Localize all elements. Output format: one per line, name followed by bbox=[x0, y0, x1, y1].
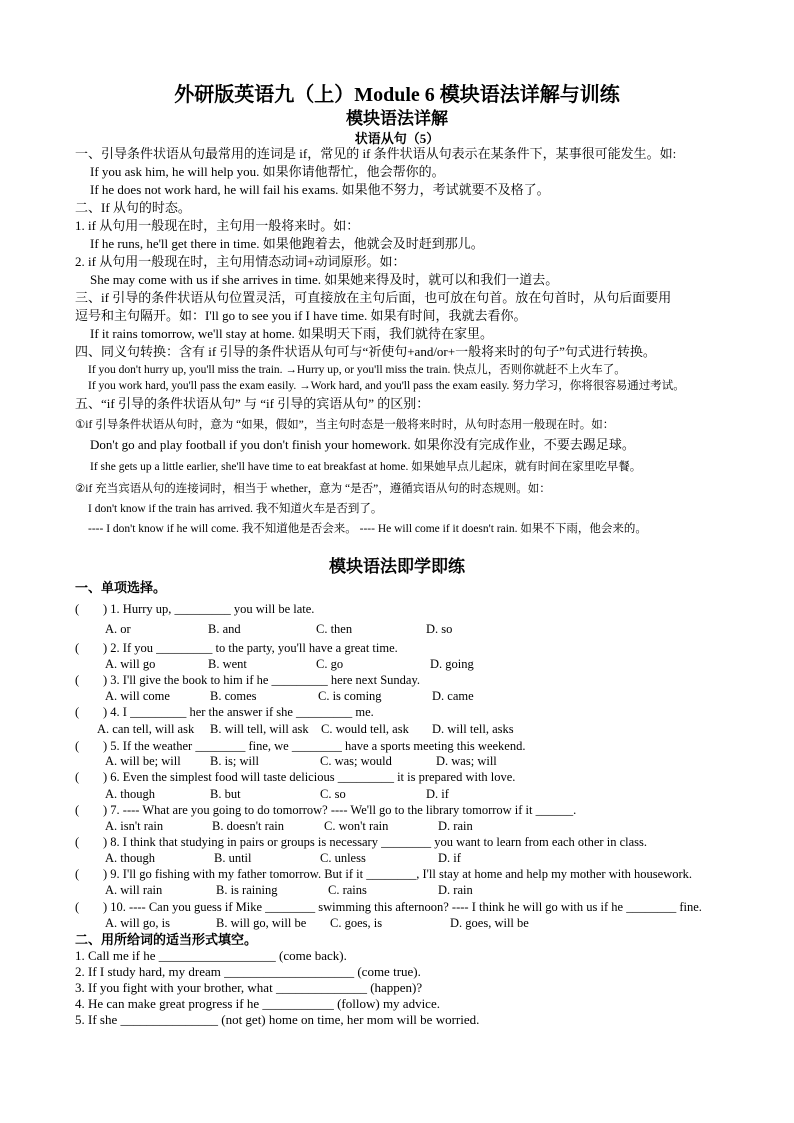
question-4: ( ) 4. I _________ her the answer if she _________ me. bbox=[75, 705, 374, 719]
grammar-example: If it rains tomorrow, we'll stay at home. 如果明天下雨，我们就待在家里。 bbox=[90, 326, 494, 341]
option-d: D. so bbox=[426, 622, 453, 636]
question-1: ( ) 1. Hurry up, _________ you will be late. bbox=[75, 602, 315, 616]
option-a: A. though bbox=[105, 787, 155, 801]
option-b: B. went bbox=[208, 657, 247, 671]
grammar-point-4: 四、同义句转换：含有 if 引导的条件状语从句可与“祈使句+and/or+一般将来时的句子”句式进行转换。 bbox=[75, 344, 656, 359]
option-a: A. isn't rain bbox=[105, 819, 164, 833]
option-c: C. then bbox=[316, 622, 353, 636]
option-d: D. came bbox=[432, 689, 474, 703]
grammar-example: She may come with us if she arrives in time. 如果她来得及时，就可以和我们一道去。 bbox=[90, 272, 559, 287]
option-b: B. comes bbox=[210, 689, 257, 703]
option-c: C. unless bbox=[320, 851, 366, 865]
grammar-subpoint: ①if 引导条件状语从句时，意为 “如果，假如”，当主句时态是一般将来时时，从句时态用一般现在时。如： bbox=[75, 419, 615, 431]
grammar-subpoint: ②if 充当宾语从句的连接词时，相当于 whether，意为 “是否”，遵循宾语从句的时态规则。如： bbox=[75, 483, 551, 495]
grammar-point-3-cont: 逗号和主句隔开。如：I'll go to see you if I have time. 如果有时间，我就去看你。 bbox=[75, 308, 527, 323]
question-9: ( ) 9. I'll go fishing with my father tomorrow. But if it ________, I'll stay at home and help my mother with housework. bbox=[75, 867, 693, 881]
fill-item: 1. Call me if he __________________ (come back). bbox=[75, 948, 347, 963]
option-d: D. if bbox=[438, 851, 461, 865]
option-d: D. rain bbox=[438, 883, 473, 897]
grammar-subpoint: 2. if 从句用一般现在时，主句用情态动词+动词原形。如： bbox=[75, 254, 406, 269]
option-a: A. or bbox=[105, 622, 131, 636]
option-a: A. will rain bbox=[105, 883, 163, 897]
grammar-example: If you ask him, he will help you. 如果你请他帮忙，他会帮你的。 bbox=[90, 164, 445, 179]
option-d: D. going bbox=[430, 657, 474, 671]
option-a: A. will go bbox=[105, 657, 156, 671]
grammar-example: I don't know if the train has arrived. 我不知道火车是否到了。 bbox=[88, 503, 383, 515]
option-c: C. is coming bbox=[318, 689, 382, 703]
option-b: B. will go, will be bbox=[216, 916, 307, 930]
grammar-point-1: 一、引导条件状语从句最常用的连词是 if，常见的 if 条件状语从句表示在某条件下，某事很可能发生。如: bbox=[75, 146, 677, 161]
option-d: D. rain bbox=[438, 819, 473, 833]
grammar-point-3: 三、if 引导的条件状语从句位置灵活，可直接放在主句后面，也可放在句首。放在句首时，从句后面要用 bbox=[75, 290, 672, 305]
option-a: A. will be; will bbox=[105, 754, 181, 768]
grammar-example: If you work hard, you'll pass the exam easily. →Work hard, and you'll pass the exam easily. 努力学习，你将很容易通过考试。 bbox=[88, 380, 685, 392]
option-c: C. so bbox=[320, 787, 346, 801]
section-single-choice: 一、单项选择。 bbox=[75, 580, 167, 595]
option-b: B. is raining bbox=[216, 883, 278, 897]
option-c: C. rains bbox=[328, 883, 367, 897]
option-a: A. can tell, will ask bbox=[97, 722, 195, 736]
option-d: D. if bbox=[426, 787, 449, 801]
question-6: ( ) 6. Even the simplest food will taste delicious _________ it is prepared with love. bbox=[75, 770, 516, 784]
grammar-example: If he does not work hard, he will fail his exams. 如果他不努力，考试就要不及格了。 bbox=[90, 182, 550, 197]
option-b: B. but bbox=[210, 787, 241, 801]
option-c: C. goes, is bbox=[330, 916, 383, 930]
option-b: B. and bbox=[208, 622, 241, 636]
option-d: D. goes, will be bbox=[450, 916, 529, 930]
grammar-point-2: 二、If 从句的时态。 bbox=[75, 200, 191, 215]
grammar-point-5: 五、“if 引导的条件状语从句” 与 “if 引导的宾语从句” 的区别： bbox=[75, 396, 430, 411]
option-c: C. was; would bbox=[320, 754, 392, 768]
question-2: ( ) 2. If you _________ to the party, you'll have a great time. bbox=[75, 641, 398, 655]
grammar-example: Don't go and play football if you don't finish your homework. 如果你没有完成作业，不要去踢足球。 bbox=[90, 437, 635, 452]
grammar-example: If he runs, he'll get there in time. 如果他跑着去，他就会及时赶到那儿。 bbox=[90, 236, 484, 251]
question-7: ( ) 7. ---- What are you going to do tomorrow? ---- We'll go to the library tomorrow if it ______. bbox=[75, 803, 577, 817]
question-8: ( ) 8. I think that studying in pairs or groups is necessary ________ you want to learn from each other in class. bbox=[75, 835, 647, 849]
grammar-example: If she gets up a little earlier, she'll have time to eat breakfast at home. 如果她早点儿起床，就有时间在家里吃早餐。 bbox=[90, 461, 642, 473]
grammar-subpoint: 1. if 从句用一般现在时，主句用一般将来时。如： bbox=[75, 218, 360, 233]
option-a: A. will go, is bbox=[105, 916, 170, 930]
section-heading-practice: 模块语法即学即练 bbox=[329, 557, 465, 576]
section-fill-in: 二、用所给词的适当形式填空。 bbox=[75, 932, 258, 947]
document-title: 外研版英语九（上）Module 6 模块语法详解与训练 bbox=[174, 84, 620, 106]
fill-item: 3. If you fight with your brother, what ______________ (happen)? bbox=[75, 980, 423, 995]
option-c: C. go bbox=[316, 657, 344, 671]
option-c: C. won't rain bbox=[324, 819, 389, 833]
option-a: A. will come bbox=[105, 689, 170, 703]
question-3: ( ) 3. I'll give the book to him if he _________ here next Sunday. bbox=[75, 673, 421, 687]
option-d: D. was; will bbox=[436, 754, 497, 768]
option-b: B. until bbox=[214, 851, 252, 865]
option-d: D. will tell, asks bbox=[432, 722, 514, 736]
fill-item: 2. If I study hard, my dream ____________________ (come true). bbox=[75, 964, 421, 979]
question-5: ( ) 5. If the weather ________ fine, we ________ have a sports meeting this weekend. bbox=[75, 739, 526, 753]
option-a: A. though bbox=[105, 851, 155, 865]
option-b: B. doesn't rain bbox=[212, 819, 285, 833]
grammar-example: If you don't hurry up, you'll miss the train. →Hurry up, or you'll miss the train. 快点儿，否则你就赶不上火车了。 bbox=[88, 364, 626, 376]
section-heading-grammar: 模块语法详解 bbox=[346, 109, 448, 128]
option-b: B. will tell, will ask bbox=[210, 722, 309, 736]
topic-heading: 状语从句（5） bbox=[354, 131, 440, 146]
fill-item: 4. He can make great progress if he ___________ (follow) my advice. bbox=[75, 996, 440, 1011]
question-10: ( ) 10. ---- Can you guess if Mike ________ swimming this afternoon? ---- I think he will go with us if he ________ fine. bbox=[75, 900, 702, 914]
grammar-example: ---- I don't know if he will come. 我不知道他是否会来。 ---- He will come if it doesn't rain. 如果不下雨，他会来的。 bbox=[88, 523, 647, 535]
option-c: C. would tell, ask bbox=[321, 722, 409, 736]
option-b: B. is; will bbox=[210, 754, 259, 768]
fill-item: 5. If she _______________ (not get) home on time, her mom will be worried. bbox=[75, 1012, 480, 1027]
